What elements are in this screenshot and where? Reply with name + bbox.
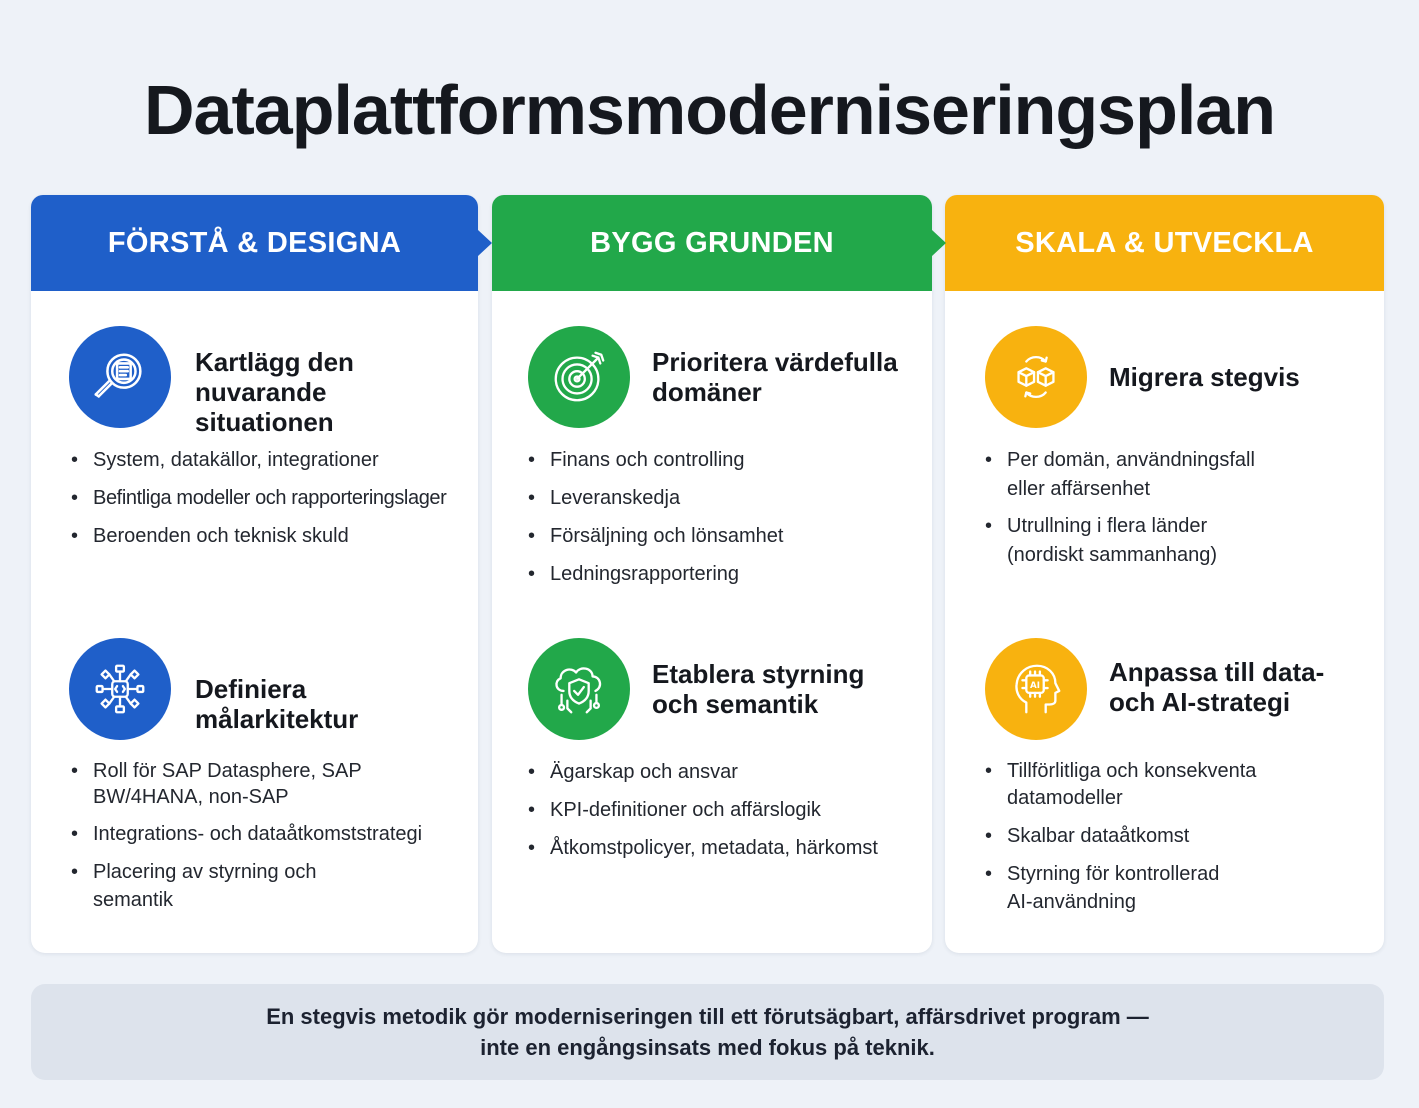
list-item: • Finans och controlling [528, 446, 918, 474]
target-arrow-icon [528, 326, 630, 428]
list-item: • Ledningsrapportering [528, 560, 918, 588]
list-item: • Per domän, användningsfall eller affärsenhet [985, 446, 1370, 504]
section-title: Anpassa till data- och AI-strategi [1109, 657, 1325, 717]
column-header: BYGG GRUNDEN [492, 195, 932, 291]
list-item: • Åtkomstpolicyer, metadata, härkomst [528, 834, 918, 862]
list-item: • Placering av styrning och semantik [71, 858, 464, 914]
bullet-list [985, 758, 1370, 916]
bullet-list [71, 446, 464, 550]
svg-text:AI: AI [1030, 681, 1041, 692]
magnifier-document-icon [69, 326, 171, 428]
list-item: • Utrullning i flera länder (nordiskt sammanhang) [985, 512, 1370, 570]
list-item: • Försäljning och lönsamhet [528, 522, 918, 550]
chevron-right-icon [478, 230, 492, 256]
list-item: • Styrning för kontrollerad AI-användning [985, 860, 1370, 916]
column-header: FÖRSTÅ & DESIGNA [31, 195, 478, 291]
section-title: Prioritera värdefulla domäner [652, 347, 898, 407]
list-item: • Ägarskap och ansvar [528, 758, 918, 786]
network-architecture-icon [69, 638, 171, 740]
list-item: • Befintliga modeller och rapporteringslager [71, 484, 464, 512]
list-item: • Beroenden och teknisk skuld [71, 522, 464, 550]
list-item: • KPI-definitioner och affärslogik [528, 796, 918, 824]
column-bygg-grunden [492, 195, 932, 953]
section-title: Kartlägg den nuvarande situationen [195, 347, 354, 437]
footer-summary: En stegvis metodik gör moderniseringen till ett förutsägbart, affärsdrivet program — inte en engångsinsats med fokus på teknik. [31, 984, 1384, 1080]
section-title: Etablera styrning och semantik [652, 659, 865, 719]
chevron-right-icon [932, 230, 946, 256]
cubes-cycle-icon [985, 326, 1087, 428]
list-item: • Leveranskedja [528, 484, 918, 512]
bullet-list [985, 446, 1370, 570]
bullet-list [528, 446, 918, 588]
column-skala-utveckla [945, 195, 1384, 953]
bullet-list [71, 758, 464, 914]
list-item: • Skalbar dataåtkomst [985, 822, 1370, 850]
page-title: Dataplattformsmoderniseringsplan [144, 71, 1275, 149]
cloud-shield-icon [528, 638, 630, 740]
list-item: • Tillförlitliga och konsekventa datamodeller [985, 758, 1370, 812]
column-forsta-designa [31, 195, 478, 953]
section-title: Definiera målarkitektur [195, 674, 359, 734]
column-header: SKALA & UTVECKLA [945, 195, 1384, 291]
section-title: Migrera stegvis [1109, 362, 1300, 392]
ai-head-icon [985, 638, 1087, 740]
bullet-list [528, 758, 918, 862]
list-item: • System, datakällor, integrationer [71, 446, 464, 474]
list-item: • Roll för SAP Datasphere, SAP BW/4HANA, non-SAP [71, 758, 464, 810]
list-item: • Integrations- och dataåtkomststrategi [71, 820, 464, 848]
